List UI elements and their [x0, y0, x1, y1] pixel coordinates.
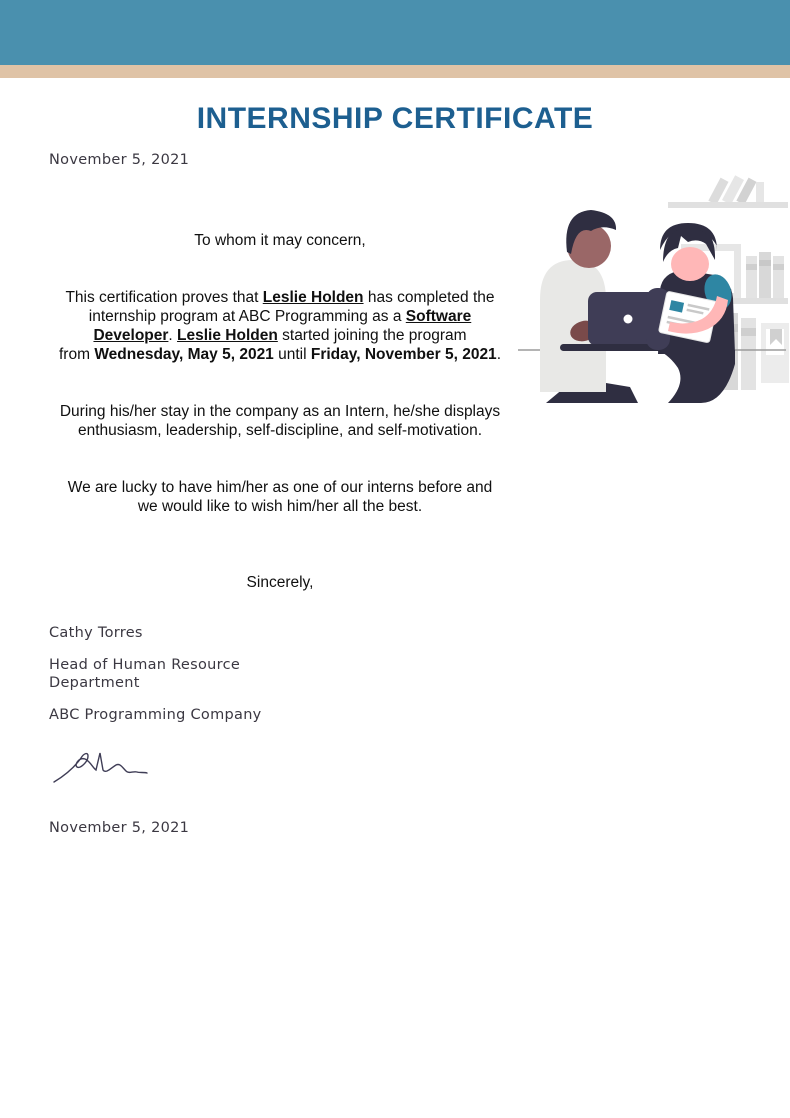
certificate-title: INTERNSHIP CERTIFICATE — [196, 102, 594, 135]
text-run: internship program at ABC Programming as a — [88, 308, 406, 325]
woman-face — [671, 247, 709, 281]
end-date: Friday, November 5, 2021 — [310, 346, 497, 363]
text-run: . — [496, 346, 501, 363]
text-run: until — [273, 346, 311, 363]
salutation: To whom it may concern, — [194, 232, 366, 249]
text-run: . — [168, 327, 178, 344]
issue-date: November 5, 2021 — [49, 152, 190, 168]
signing-date: November 5, 2021 — [49, 820, 190, 836]
text-run: This certification proves that — [65, 289, 263, 306]
text-run: has completed the — [363, 289, 495, 306]
conduct-paragraph — [49, 402, 511, 440]
text-run: from — [59, 346, 95, 363]
signature-squiggle-icon — [50, 746, 155, 791]
text-run: We are lucky to have him/her as one of our interns before and — [67, 479, 493, 496]
text-run: During his/her stay in the company as an Intern, he/she displays — [59, 403, 501, 420]
signatory-name: Cathy Torres — [49, 625, 143, 641]
intern-name: Leslie Holden — [262, 289, 364, 306]
laptop-logo-icon — [624, 315, 633, 324]
accent-stripe — [0, 65, 790, 78]
text-run: enthusiasm, leadership, self-discipline, and self-motivation. — [77, 422, 483, 439]
colleagues-illustration — [518, 168, 790, 403]
text-run: we would like to wish him/her all the best. — [137, 498, 423, 515]
wish-paragraph — [49, 478, 511, 516]
signatory-company: ABC Programming Company — [49, 707, 262, 723]
certification-paragraph — [49, 288, 511, 364]
signature — [50, 746, 155, 791]
closing: Sincerely, — [246, 574, 314, 591]
woman-legs — [658, 350, 735, 403]
signatory-role: Head of Human Resource Department — [49, 657, 241, 691]
text-run: started joining the program — [277, 327, 467, 344]
position-word: Software — [405, 308, 472, 325]
colleagues-illustration-graphic — [518, 168, 790, 403]
header-bar — [0, 0, 790, 65]
intern-name: Leslie Holden — [177, 327, 278, 344]
start-date: Wednesday, May 5, 2021 — [94, 346, 274, 363]
position-word: Developer — [93, 327, 169, 344]
